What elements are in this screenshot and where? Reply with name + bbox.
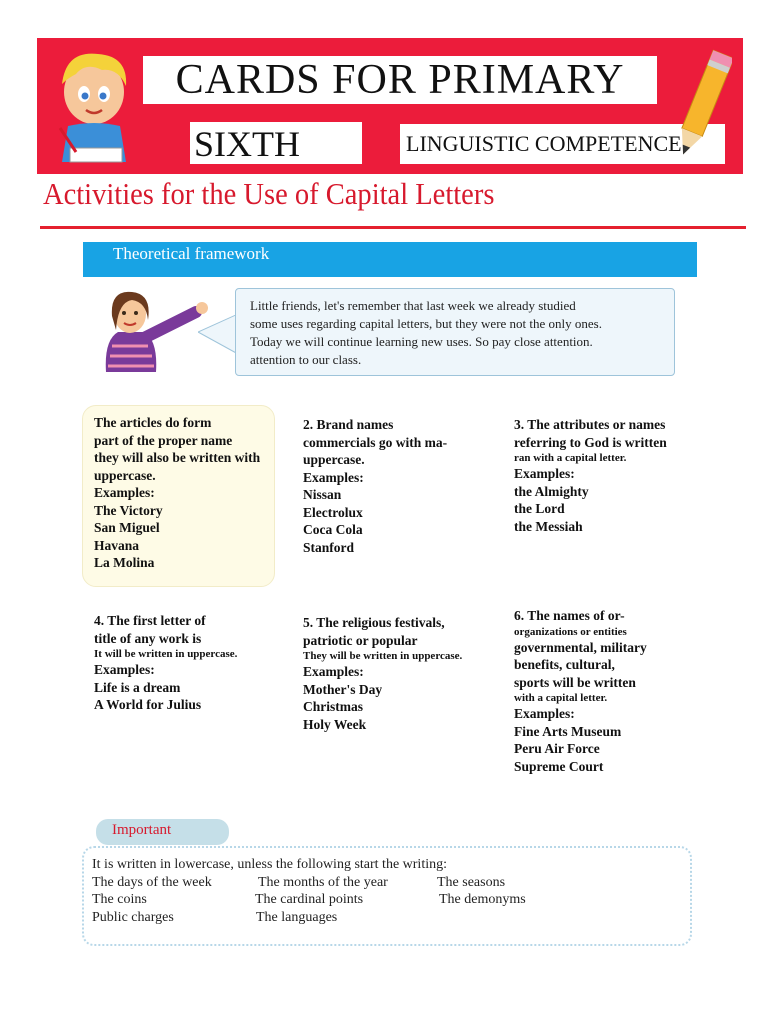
card-line: 3. The attributes or names (514, 417, 666, 432)
card-line: with a capital letter. (514, 692, 608, 704)
card-line: Life is a dream (94, 679, 181, 695)
card-line: Examples: (303, 469, 364, 485)
card-line: they will also be written with (94, 450, 261, 465)
card-line: uppercase. (94, 467, 156, 483)
important-item: The languages (256, 910, 338, 925)
important-item: The months of the year (258, 875, 388, 890)
card-line: La Molina (94, 555, 155, 570)
important-item: The seasons (437, 875, 506, 890)
card-line: sports will be written (514, 674, 636, 690)
card-line: Stanford (303, 539, 355, 555)
intro-text (250, 297, 660, 369)
card-line: A World for Julius (94, 697, 202, 712)
banner-title: CARDS FOR PRIMARY (143, 56, 657, 104)
card-line: Supreme Court (514, 758, 604, 774)
girl-pointing-icon (98, 286, 210, 372)
card-line: referring to God is written (514, 434, 667, 450)
important-label (96, 819, 229, 845)
rule-card (303, 614, 503, 733)
important-item: The days of the week (92, 875, 212, 890)
section-bar (83, 242, 697, 277)
important-intro: It is written in lowercase, unless the following start the writing: (92, 857, 447, 872)
card-line: It will be written in uppercase. (94, 648, 238, 660)
card-line: 2. Brand names (303, 417, 394, 432)
rule-card (94, 612, 284, 714)
speech-bubble-pointer (198, 312, 238, 356)
card-line: benefits, cultural, (514, 657, 615, 672)
important-item: The coins (92, 892, 147, 907)
card-line: organizations or entities (514, 625, 627, 638)
rule-card (303, 416, 493, 556)
rule-card (514, 416, 714, 535)
pencil-icon (672, 46, 732, 164)
card-line: patriotic or popular (303, 632, 418, 648)
card-line: commercials go with ma- (303, 434, 448, 450)
card-line: Examples: (514, 706, 575, 721)
card-line: uppercase. (303, 452, 365, 467)
banner-grade: SIXTH (190, 122, 362, 164)
card-line: governmental, military (514, 639, 647, 655)
banner-area: LINGUISTIC COMPETENCE (400, 124, 725, 164)
heading-divider (40, 226, 746, 229)
card-line: Examples: (303, 664, 364, 679)
card-line: Examples: (94, 485, 155, 500)
card-line: Coca Cola (303, 522, 363, 537)
intro-line: Little friends, let's remember that last week we already studied (250, 298, 576, 313)
card-line: the Lord (514, 501, 565, 516)
card-line: Peru Air Force (514, 741, 600, 756)
card-line: 6. The names of or- (514, 608, 625, 623)
card-line: 5. The religious festivals, (303, 615, 445, 630)
intro-line: Today we will continue learning new uses. So pay close attention. (250, 334, 593, 349)
card-line: San Miguel (94, 520, 160, 535)
child-writing-icon (46, 44, 142, 168)
card-line: They will be written in uppercase. (303, 650, 463, 662)
rule-card (514, 607, 714, 775)
card-line: The articles do form (94, 415, 212, 430)
card-line: Electrolux (303, 504, 363, 520)
important-item: Public charges (92, 910, 174, 925)
card-line: Examples: (94, 662, 155, 677)
card-line: Mother's Day (303, 681, 383, 697)
important-item: The demonyms (439, 892, 526, 907)
important-item: The cardinal points (255, 892, 364, 907)
section-bar-title: Theoretical framework (113, 244, 270, 263)
card-line: title of any work is (94, 630, 202, 646)
card-line: Fine Arts Museum (514, 723, 622, 739)
card-line: Nissan (303, 487, 342, 502)
card-line: Examples: (514, 466, 575, 481)
card-line: 4. The first letter of (94, 613, 206, 628)
card-line: ran with a capital letter. (514, 452, 627, 464)
card-line: the Almighty (514, 483, 589, 499)
speech-bubble (235, 288, 675, 376)
intro-line: attention to our class. (250, 352, 362, 367)
rule-card (94, 414, 272, 572)
card-line: The Victory (94, 502, 163, 518)
card-line: Holy Week (303, 716, 367, 732)
card-line: Christmas (303, 699, 363, 714)
page-heading: Activities for the Use of Capital Letters (43, 176, 495, 211)
important-label-text: Important (112, 822, 172, 838)
card-line: part of the proper name (94, 432, 233, 448)
card-line: Havana (94, 537, 140, 553)
card-line: the Messiah (514, 518, 583, 534)
intro-line: some uses regarding capital letters, but they were not the only ones. (250, 316, 602, 331)
